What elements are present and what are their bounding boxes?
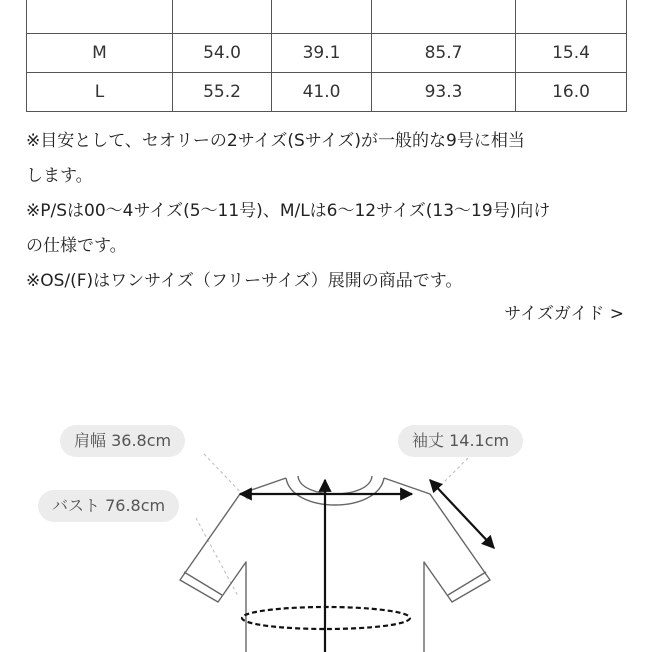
shoulder-width-label: 肩幅 36.8cm <box>60 425 185 457</box>
value-cell <box>516 0 627 34</box>
size-cell: M <box>27 34 173 73</box>
size-cell <box>27 0 173 34</box>
note-line: の仕様です。 <box>26 236 127 256</box>
size-cell: L <box>27 73 173 112</box>
note-line: します。 <box>26 166 93 186</box>
table-row <box>27 73 627 112</box>
value-cell: 93.3 <box>372 73 516 112</box>
size-table <box>26 0 627 112</box>
value-cell <box>173 0 272 34</box>
value-cell: 41.0 <box>272 73 372 112</box>
value-cell <box>372 0 516 34</box>
table-row <box>27 34 627 73</box>
note-line: ※目安として、セオリーの2サイズ(Sサイズ)が一般的な9号に相当 <box>26 131 525 151</box>
value-cell: 15.4 <box>516 34 627 73</box>
value-cell: 39.1 <box>272 34 372 73</box>
value-cell: 16.0 <box>516 73 627 112</box>
note-line: ※P/Sは00〜4サイズ(5〜11号)、M/Lは6〜12サイズ(13〜19号)向け <box>26 201 551 221</box>
size-guide-link[interactable]: サイズガイド > <box>504 304 624 324</box>
value-cell: 55.2 <box>173 73 272 112</box>
sleeve-length-label: 袖丈 14.1cm <box>398 425 523 457</box>
value-cell <box>272 0 372 34</box>
size-notes <box>26 124 626 299</box>
bust-label: バスト 76.8cm <box>38 490 179 522</box>
measurement-diagram <box>0 410 652 652</box>
note-line: ※OS/(F)はワンサイズ（フリーサイズ）展開の商品です。 <box>26 271 463 291</box>
value-cell: 54.0 <box>173 34 272 73</box>
table-row <box>27 0 627 34</box>
value-cell: 85.7 <box>372 34 516 73</box>
